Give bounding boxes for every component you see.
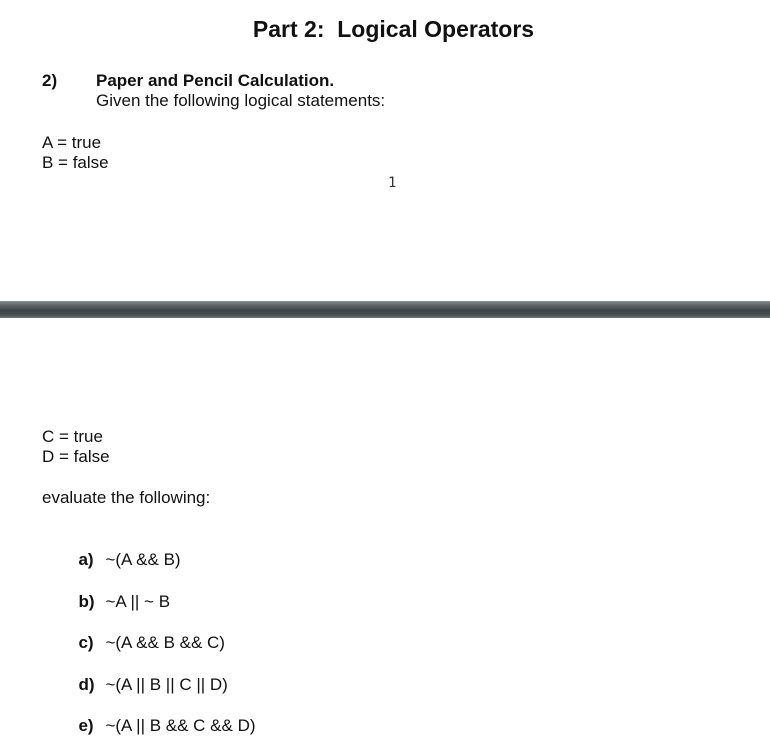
item-letter: a) bbox=[78, 550, 94, 569]
item-expression: ~(A || B || C || D) bbox=[105, 675, 228, 694]
statement-d: D = false bbox=[42, 447, 110, 466]
statement-a: A = true bbox=[42, 133, 102, 152]
question-intro: Given the following logical statements: bbox=[96, 91, 386, 110]
item-expression: ~(A && B) bbox=[105, 550, 181, 569]
item-letter: e) bbox=[78, 716, 94, 735]
item-letter: c) bbox=[78, 633, 94, 652]
page-number: 1 bbox=[388, 175, 397, 191]
question-heading: Paper and Pencil Calculation. bbox=[96, 71, 335, 90]
item-letter: b) bbox=[78, 592, 95, 611]
evaluate-label: evaluate the following: bbox=[42, 488, 211, 507]
item-expression: ~(A || B && C && D) bbox=[105, 716, 256, 735]
item-c bbox=[69, 613, 225, 653]
question-number: 2) bbox=[42, 71, 58, 90]
page-title: Part 2: Logical Operators bbox=[252, 16, 535, 42]
page-break-divider bbox=[0, 301, 770, 318]
statement-b: B = false bbox=[42, 153, 109, 172]
item-letter: d) bbox=[78, 675, 95, 694]
item-expression: ~A || ~ B bbox=[105, 592, 171, 611]
item-e bbox=[69, 696, 256, 736]
item-d bbox=[69, 655, 228, 695]
item-expression: ~(A && B && C) bbox=[105, 633, 225, 652]
item-a bbox=[69, 530, 181, 570]
item-b bbox=[69, 572, 170, 612]
statement-c: C = true bbox=[42, 427, 103, 446]
